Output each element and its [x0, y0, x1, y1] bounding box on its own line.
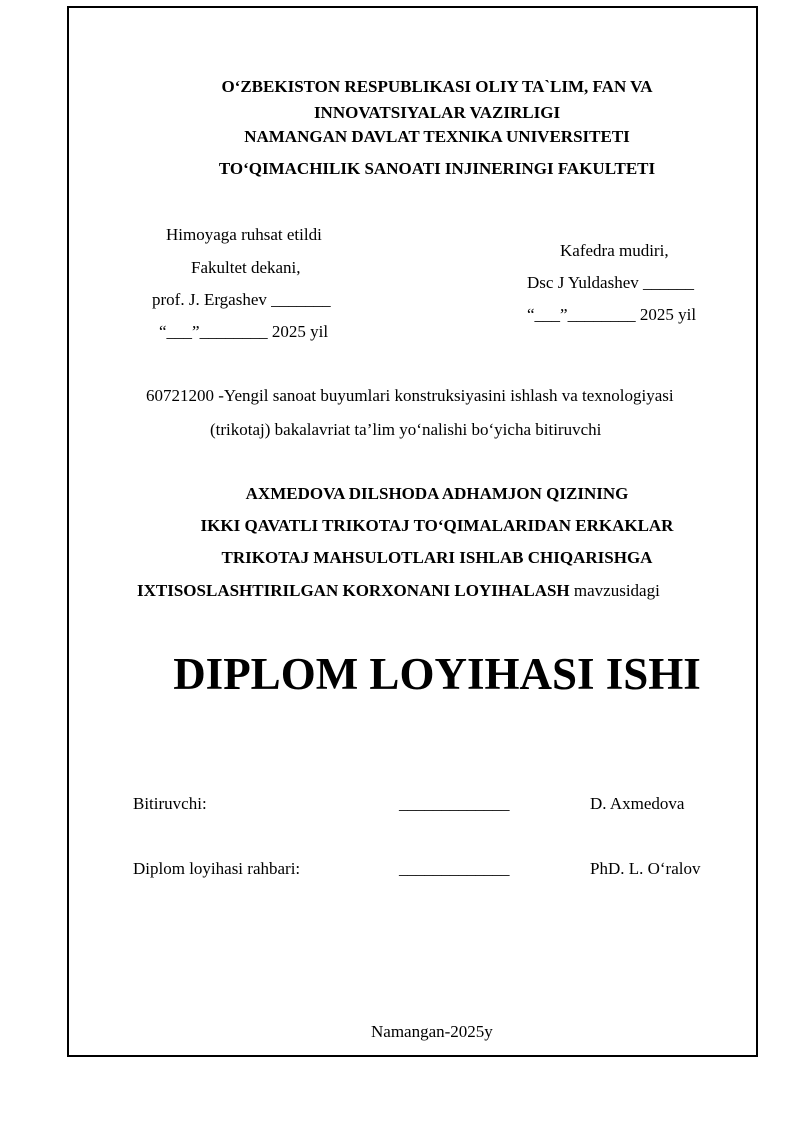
- topic-line-3: TRIKOTAJ MAHSULOTLARI ISHLAB CHIQARISHGA: [221, 548, 653, 567]
- approval-left-title: Himoyaga ruhsat etildi: [166, 225, 322, 244]
- university-name: NAMANGAN DAVLAT TEXNIKA UNIVERSITETI: [244, 127, 630, 146]
- supervisor-label: Diplom loyihasi rahbari:: [133, 859, 301, 878]
- approval-right-signature: Dsc J Yuldashev ______: [527, 273, 694, 292]
- document-title: DIPLOM LOYIHASI ISHI: [173, 649, 701, 699]
- approval-right-date: “___”________ 2025 yil: [527, 305, 697, 324]
- approval-right-position: Kafedra mudiri,: [560, 241, 669, 260]
- graduate-name: D. Axmedova: [590, 794, 685, 813]
- topic-line-4: [137, 581, 660, 601]
- topic-line-1: AXMEDOVA DILSHODA ADHAMJON QIZINING: [245, 484, 629, 503]
- topic-line-4-bold: IXTISOSLASHTIRILGAN KORXONANI LOYIHALASH: [137, 581, 570, 600]
- graduate-signature-line: _____________: [399, 794, 510, 813]
- ministry-line-2: INNOVATSIYALAR VAZIRLIGI: [313, 103, 561, 122]
- approval-left-date: “___”________ 2025 yil: [159, 322, 329, 341]
- topic-line-2: IKKI QAVATLI TRIKOTAJ TO‘QIMALARIDAN ERKAKLAR: [200, 516, 674, 535]
- supervisor-signature-line: _____________: [399, 859, 510, 878]
- program-line-2: (trikotaj) bakalavriat ta’lim yo‘nalishi bo‘yicha bitiruvchi: [210, 420, 602, 439]
- approval-left-signature: prof. J. Ergashev _______: [152, 290, 331, 309]
- graduate-label: Bitiruvchi:: [133, 794, 207, 813]
- topic-line-4-suffix: mavzusidagi: [573, 581, 660, 600]
- faculty-name: TO‘QIMACHILIK SANOATI INJINERINGI FAKULTETI: [218, 159, 656, 178]
- ministry-line-1: O‘ZBEKISTON RESPUBLIKASI OLIY TA`LIM, FAN VA: [221, 77, 653, 96]
- program-line-1: 60721200 -Yengil sanoat buyumlari konstruksiyasini ishlash va texnologiyasi: [146, 386, 674, 405]
- place-year: Namangan-2025y: [371, 1022, 493, 1041]
- approval-left-position: Fakultet dekani,: [191, 258, 301, 277]
- supervisor-name: PhD. L. O‘ralov: [590, 859, 701, 878]
